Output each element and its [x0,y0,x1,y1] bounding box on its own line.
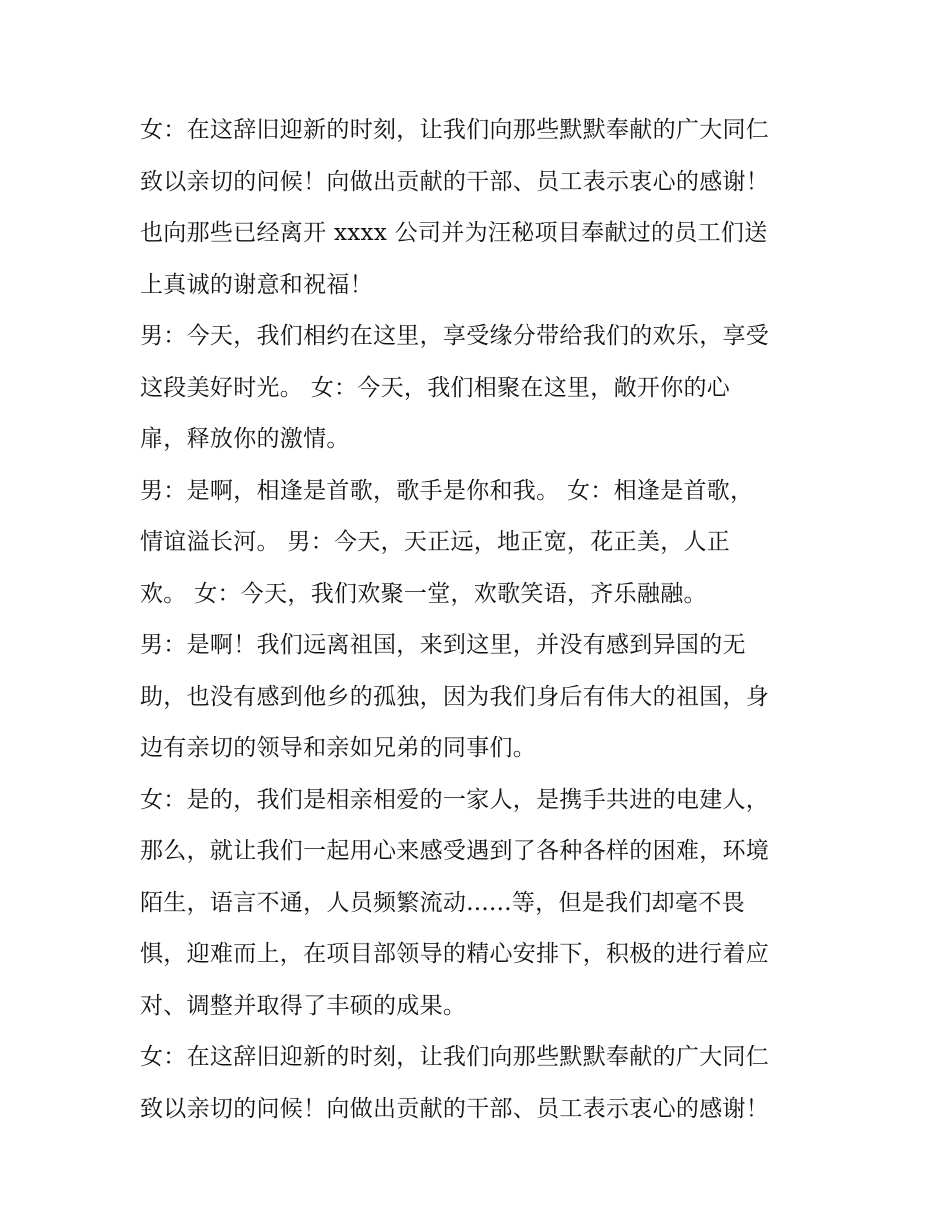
text-line: 陌生，语言不通，人员频繁流动......等，但是我们却毫不畏 [140,889,745,916]
text-line: 女：在这辞旧迎新的时刻，让我们向那些默默奉献的广大同仁 [140,1044,770,1070]
text-line: 惧，迎难而上，在项目部领导的精心安排下，积极的进行着应 [140,941,770,967]
text-line: 女：在这辞旧迎新的时刻，让我们向那些默默奉献的广大同仁 [140,117,770,143]
text-line: 扉，释放你的激情。 [140,426,350,452]
document-body [140,110,840,1140]
text-line: 边有亲切的领导和亲如兄弟的同事们。 [140,735,537,761]
text-line: 致以亲切的问候！向做出贡献的干部、员工表示衷心的感谢！ [140,168,770,195]
text-line: 女：是的，我们是相亲相爱的一家人，是携手共进的电建人， [140,786,770,813]
text-line: 致以亲切的问候！向做出贡献的干部、员工表示衷心的感谢！ [140,1095,770,1122]
text-line: 男：是啊，相逢是首歌，歌手是你和我。 女：相逢是首歌， [140,477,754,504]
text-line: 情谊溢长河。 男：今天，天正远，地正宽，花正美，人正 [140,529,731,555]
text-line: 男：是啊！我们远离祖国，来到这里，并没有感到异国的无 [140,632,746,658]
text-line: 也向那些已经离开 xxxx 公司并为汪秘项目奉献过的员工们送 [140,220,768,246]
text-line: 对、调整并取得了丰硕的成果。 [140,992,467,1019]
text-line: 这段美好时光。 女：今天，我们相聚在这里，敞开你的心 [140,374,731,401]
text-line: 欢。 女：今天，我们欢聚一堂，欢歌笑语，齐乐融融。 [140,580,707,607]
text-line: 上真诚的谢意和祝福！ [140,271,373,298]
text-line: 助，也没有感到他乡的孤独，因为我们身后有伟大的祖国，身 [140,683,770,710]
text-line: 那么，就让我们一起用心来感受遇到了各种各样的困难，环境 [140,838,770,864]
text-line: 男：今天，我们相约在这里，享受缘分带给我们的欢乐，享受 [140,323,770,349]
